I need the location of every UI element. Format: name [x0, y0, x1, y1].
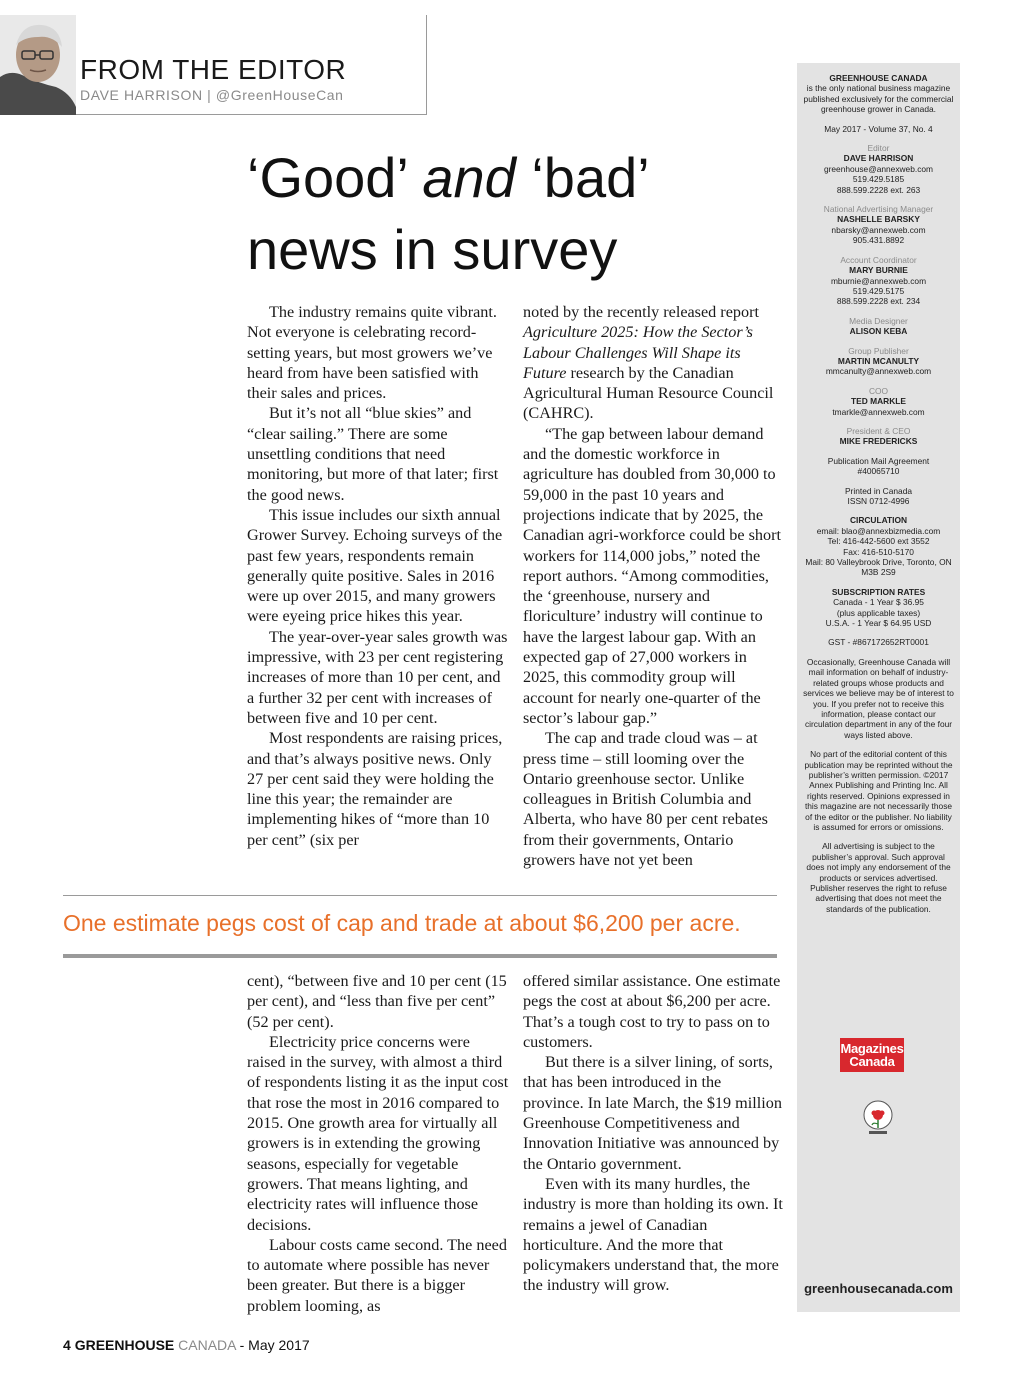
article-paragraph: Electricity price concerns were raised in the survey, with almost a third of respondents listing it as the input cost that rose the most in 2016 compared to 2015. One growth area for virtually all growers is in extending the growing seasons, especially for vegetable growers. That means lighting, and electricity rates will influence those decisions. — [247, 1032, 509, 1234]
masthead-staff-list — [797, 143, 960, 447]
masthead-printed — [797, 486, 960, 507]
footer-brand-canada: CANADA — [178, 1337, 236, 1353]
masthead-title: GREENHOUSE CANADA — [829, 73, 928, 83]
masthead-sidebar — [797, 63, 960, 1312]
masthead-notice-mailing: Occasionally, Greenhouse Canada will mail information on behalf of industry-related groups whose products and services we believe may be of interest to you. If you prefer not to receive this information, please contact our circulation department in any of the four ways listed above. — [803, 656, 954, 740]
staff-contact: nbarsky@annexweb.com — [831, 224, 926, 235]
masthead-issue: May 2017 - Volume 37, No. 4 — [824, 123, 933, 134]
headline-line-2: news in survey — [247, 218, 618, 281]
article-text: noted by the recently released report — [523, 303, 759, 321]
article-paragraph: But it’s not all “blue skies” and “clear sailing.” There are some unsettling conditions that need monitoring, but more of that later; first the good news. — [247, 404, 499, 504]
mail-agreement-label: Publication Mail Agreement — [827, 455, 930, 466]
article-text: research by the Canadian Agricultural Human Resource Council (CAHRC). — [523, 363, 774, 423]
headline-part: ‘bad’ — [515, 146, 650, 209]
staff-contact: 905.431.8892 — [852, 235, 905, 246]
masthead-staff-entry — [797, 255, 960, 307]
printed-label: Printed in Canada — [844, 485, 913, 496]
article-column-2-top — [523, 302, 785, 870]
staff-name: TED MARKLE — [851, 396, 906, 407]
staff-contact: 519.429.5185 — [852, 174, 905, 185]
staff-name: ALISON KEBA — [849, 326, 908, 337]
staff-role: Account Coordinator — [840, 254, 917, 265]
staff-contact: 519.429.5175 — [852, 285, 905, 296]
staff-contact: tmarkle@annexweb.com — [832, 406, 925, 417]
masthead-staff-entry — [797, 346, 960, 377]
masthead-subscription — [797, 587, 960, 629]
staff-contact: mmcanulty@annexweb.com — [825, 366, 932, 377]
pullquote: One estimate pegs cost of cap and trade at about $6,200 per acre. — [63, 910, 741, 936]
circulation-title: CIRCULATION — [849, 515, 908, 526]
staff-contact: 888.599.2228 ext. 263 — [836, 184, 921, 195]
article-paragraph: offered similar assistance. One estimate pegs the cost at about $6,200 per acre. That’s a tough cost to try to pass on to customers. — [523, 972, 781, 1051]
headline — [247, 142, 787, 286]
masthead-staff-entry — [797, 204, 960, 246]
page-number: 4 — [63, 1337, 71, 1353]
flowers-canada-seal — [861, 1098, 895, 1138]
headline-italic: and — [422, 146, 516, 209]
staff-contact: 888.599.2228 ext. 234 — [836, 296, 921, 307]
article-paragraph: The year-over-year sales growth was impressive, with 23 per cent registering increases of more than 10 per cent, and a further 32 per cent with increases of between five and 10 per cent. — [247, 627, 508, 727]
masthead-staff-entry — [797, 143, 960, 195]
staff-name: DAVE HARRISON — [843, 153, 914, 164]
staff-role: Group Publisher — [848, 345, 909, 356]
masthead-notice-advertising: All advertising is subject to the publisher’s approval. Such approval does not imply any endorsement of the products or services advertised. Publisher reserves the right to refuse advertising that does not meet the standards of the publication. — [806, 841, 951, 914]
subscription-title: SUBSCRIPTION RATES — [831, 586, 926, 597]
article-paragraph: The industry remains quite vibrant. Not everyone is celebrating record-setting years, but most growers we’ve heard from have been satisfied with their sales and prices. — [247, 303, 497, 403]
article-column-2-bottom — [523, 971, 785, 1296]
circulation-tel: Tel: 416-442-5600 ext 3552 — [827, 536, 930, 547]
masthead-notice-copyright: No part of the editorial content of this publication may be reprinted without the publisher’s written permission. ©2017 Annex Publishing and Printing Inc. All rights reserved. Opinions expressed in this magazine are not necessarily those of the editor or the publisher. No liability is assumed for errors or omissions. — [804, 749, 953, 832]
article-paragraph: Labour costs came second. The need to automate where possible has never been greater. But there is a bigger problem looming, as — [247, 1235, 507, 1315]
subscription-usa: U.S.A. - 1 Year $ 64.95 USD — [825, 618, 932, 629]
masthead-staff-entry — [797, 386, 960, 417]
editor-photo — [0, 15, 76, 115]
staff-name: NASHELLE BARSKY — [837, 214, 920, 225]
article-paragraph: The cap and trade cloud was – at press time – still looming over the Ontario greenhouse sector. Unlike colleagues in British Columbia and Alberta, who have 80 per cent rebates from their governments, Ontario growers have not yet been — [523, 729, 768, 870]
circulation-fax: Fax: 416-510-5170 — [843, 546, 914, 557]
article-column-1-top — [247, 302, 509, 850]
staff-role: COO — [868, 385, 889, 396]
article-paragraph: Most respondents are raising prices, and that’s always positive news. Only 27 per cent said they were holding the line this year; the remainder are implementing hikes of “more than 10 per cent” (six per — [247, 729, 503, 849]
article-paragraph: “The gap between labour demand and the domestic workforce in agriculture has doubled from 30,000 to 59,000 in the past 10 years and projections indicate that by 2025, the Canadian agri-workforce could be short workers for 114,000 jobs,” noted the report authors. “Among commodities, the ‘greenhouse, nursery and floriculture’ industry will continue to have the largest labour gap. With an expected gap of 27,000 workers in 2025, this commodity group will account for nearly one-quarter of the sector’s labour gap.” — [523, 424, 782, 727]
footer-brand: GREENHOUSE — [74, 1337, 175, 1353]
staff-name: MARY BURNIE — [849, 265, 908, 276]
masthead-staff-entry — [797, 426, 960, 447]
staff-role: Editor — [867, 143, 890, 154]
staff-role: President & CEO — [846, 425, 911, 436]
headline-part: ‘Good’ — [247, 146, 423, 209]
masthead-intro-text: is the only national business magazine published exclusively for the commercial greenhouse grower in Canada. — [803, 83, 954, 115]
page-footer — [63, 1337, 310, 1353]
article-column-1-bottom — [247, 971, 509, 1316]
circulation-mail: Mail: 80 Valleybrook Drive, Toronto, ON M3B 2S9 — [805, 557, 952, 578]
issn: ISSN 0712-4996 — [847, 496, 910, 506]
circulation-email: email: blao@annexbizmedia.com — [816, 525, 941, 536]
staff-name: MIKE FREDERICKS — [839, 436, 918, 447]
report-title: Agriculture 2025: How the Sector’s Labour Challenges Will Shape its Future — [523, 323, 753, 382]
subscription-canada: Canada - 1 Year $ 36.95 — [833, 597, 924, 608]
pullquote-rule-top — [63, 895, 777, 896]
section-label: FROM THE EDITOR — [80, 54, 347, 85]
staff-role: National Advertising Manager — [823, 204, 934, 215]
subscription-taxes: (plus applicable taxes) — [836, 607, 921, 618]
staff-name: MARTIN MCANULTY — [837, 355, 920, 366]
masthead-gst: GST - #867172652RT0001 — [828, 637, 929, 648]
masthead-mail-agreement — [797, 456, 960, 477]
article-paragraph: This issue includes our sixth annual Grower Survey. Echoing surveys of the past few years, respondents remain generally quite positive. Sales in 2016 were up over 2015, and many growers were eyeing price hikes this year. — [247, 505, 503, 626]
masthead-circulation — [797, 515, 960, 577]
article-paragraph: But there is a silver lining, of sorts, that has been introduced in the province. In late March, the $19 million Greenhouse Competitiveness and Innovation Initiative was announced by the Ontario government. — [523, 1053, 782, 1173]
masthead-staff-entry — [797, 316, 960, 337]
logo-line: Magazines — [840, 1041, 904, 1056]
pullquote-rule-bottom — [63, 954, 777, 958]
staff-contact: mburnie@annexweb.com — [830, 275, 927, 286]
masthead-intro — [797, 73, 960, 115]
staff-contact: greenhouse@annexweb.com — [823, 163, 934, 174]
footer-date: - May 2017 — [239, 1337, 310, 1353]
website-link[interactable]: greenhousecanada.com — [804, 1281, 953, 1296]
magazines-canada-logo — [840, 1038, 904, 1072]
article-paragraph — [523, 302, 785, 424]
article-paragraph: Even with its many hurdles, the industry is more than holding its own. It remains a jewel of Canadian horticulture. And the more that policymakers understand that, the more the industry will grow. — [523, 1174, 783, 1295]
mail-agreement-number: #40065710 — [857, 466, 900, 477]
footer-brand-suffix — [174, 1337, 235, 1353]
article-paragraph: cent), “between five and 10 per cent (15 per cent), and “less than five per cent” (52 per cent). — [247, 972, 507, 1031]
byline: DAVE HARRISON | @GreenHouseCan — [80, 87, 344, 103]
logo-line: Canada — [849, 1054, 895, 1069]
staff-role: Media Designer — [849, 315, 908, 326]
